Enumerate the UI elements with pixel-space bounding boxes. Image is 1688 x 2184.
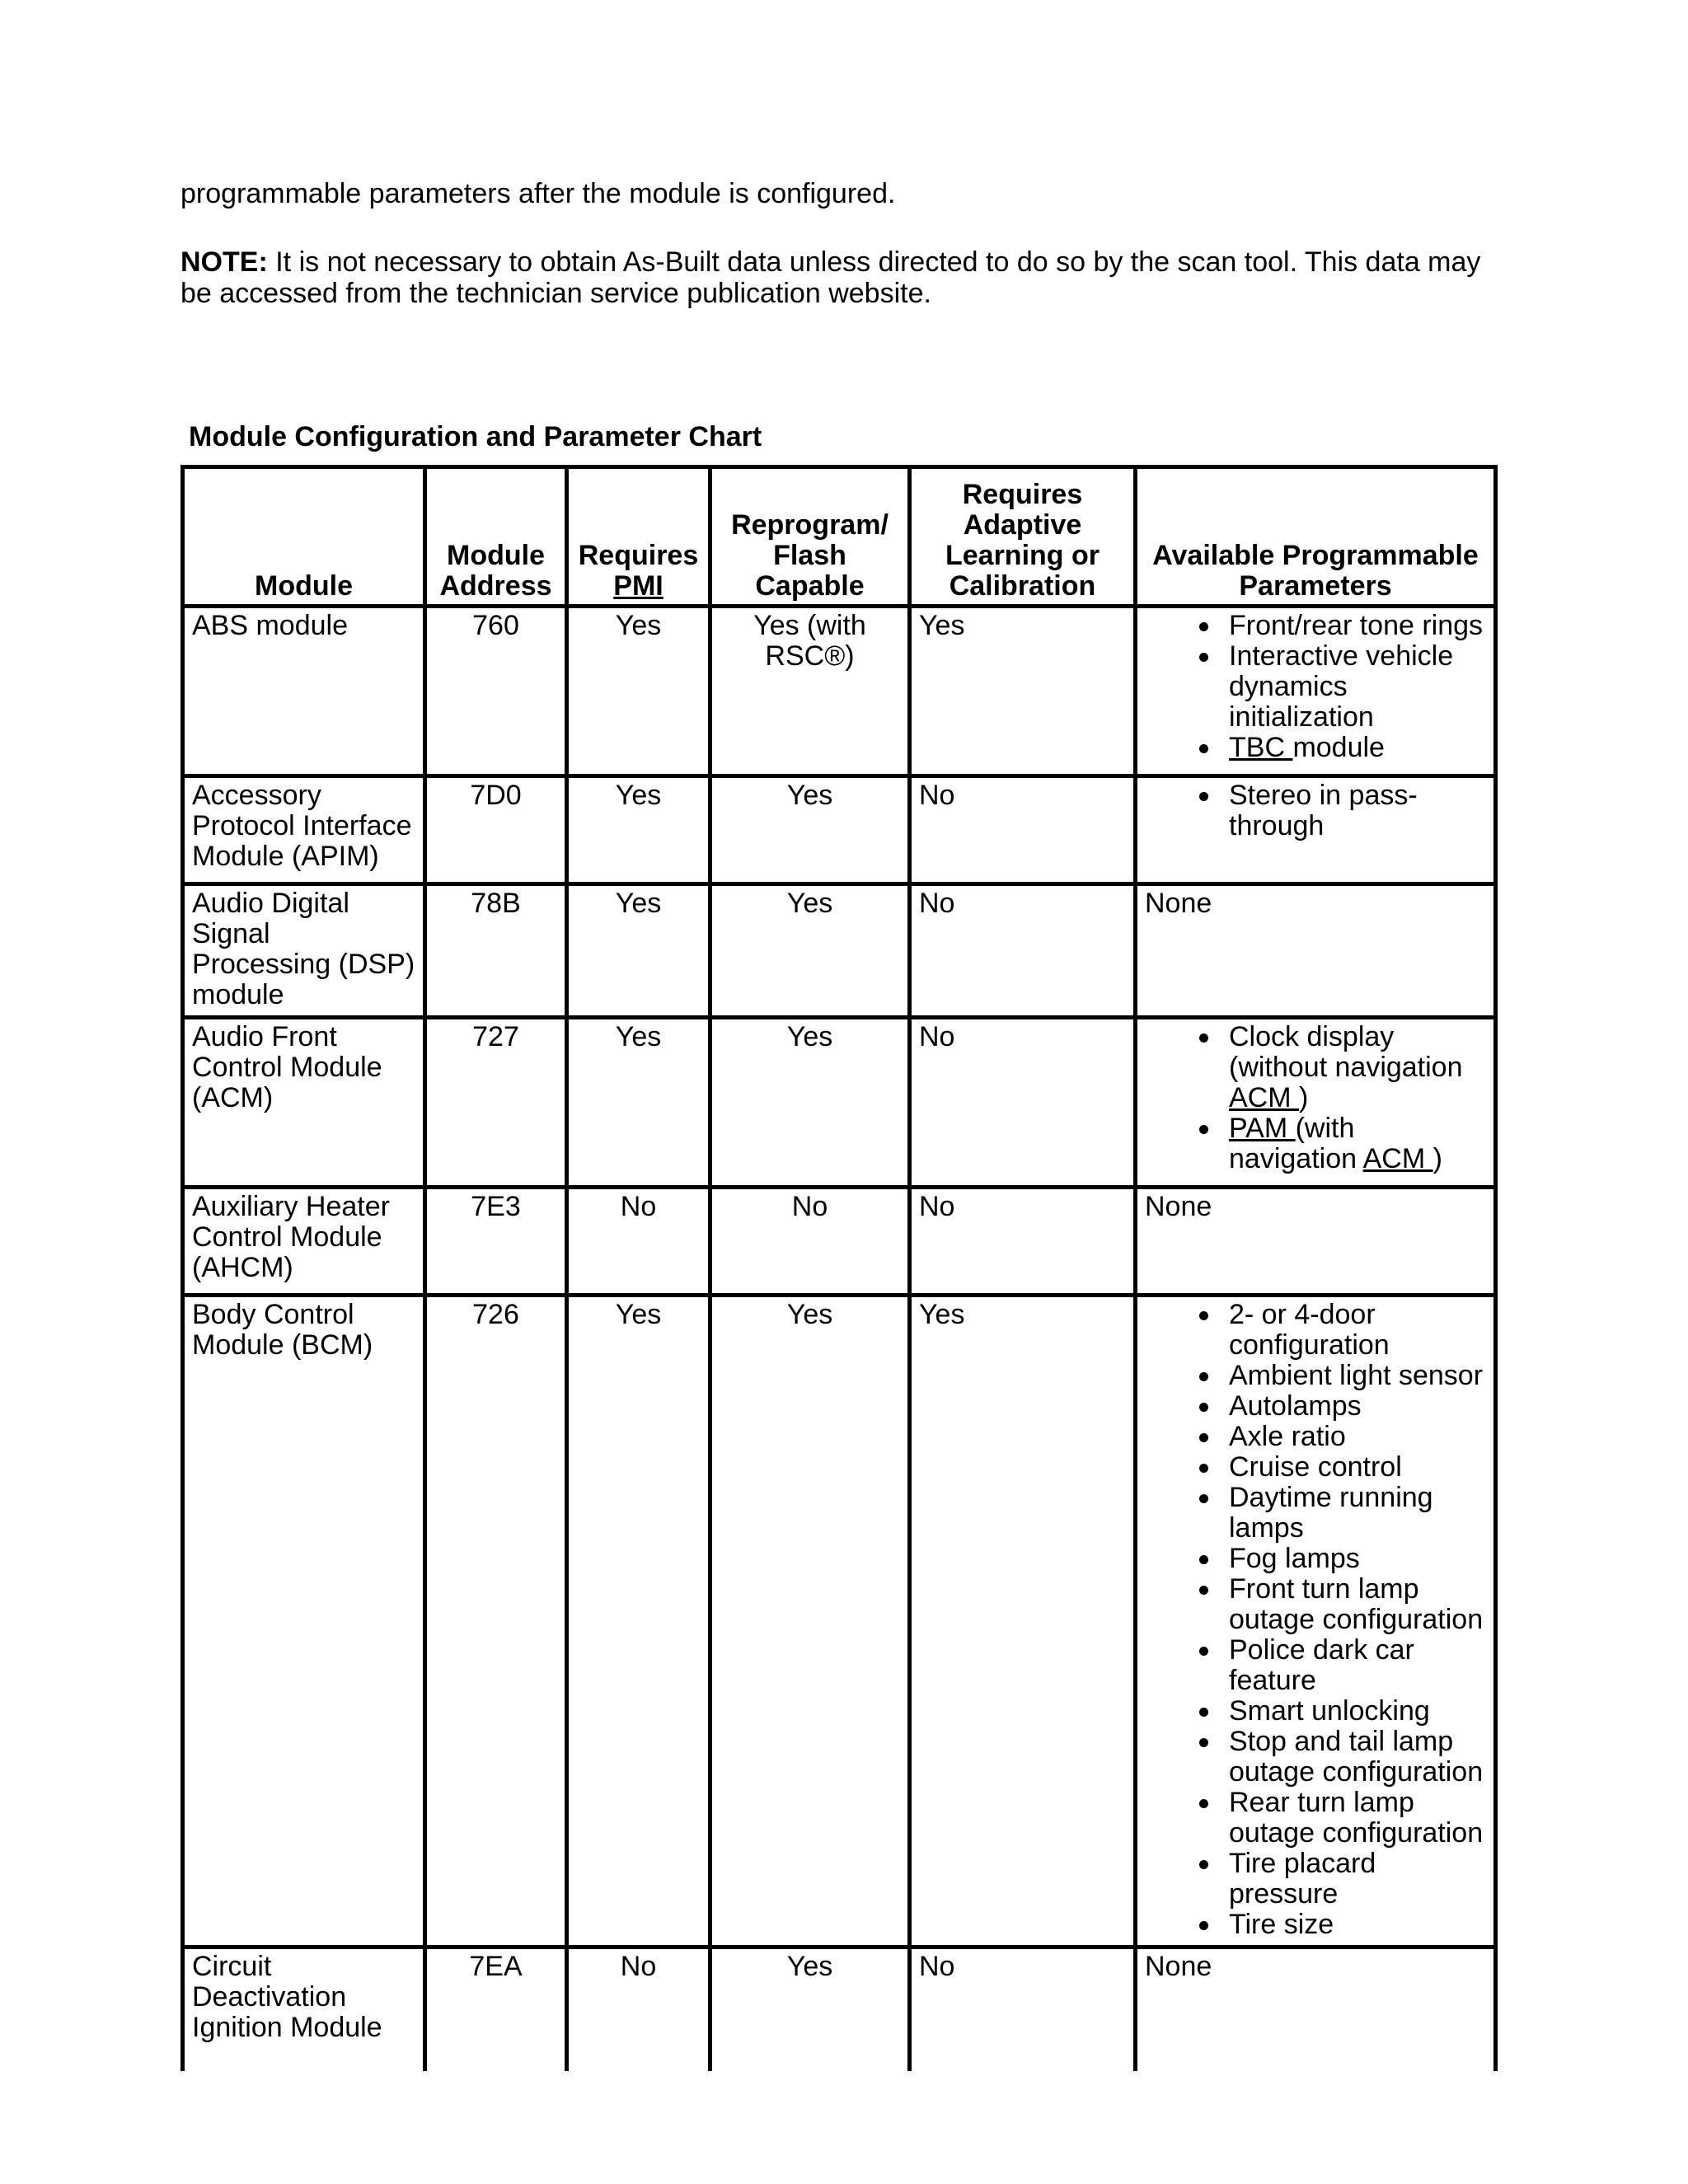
parameter-item: Stereo in pass-through <box>1229 780 1486 841</box>
cell-flash: Yes <box>710 884 910 1018</box>
table-row <box>183 776 1496 884</box>
note-paragraph <box>181 246 1507 309</box>
cell-module: Auxiliary Heater Control Module (AHCM) <box>183 1188 425 1296</box>
header-row <box>183 467 1496 607</box>
parameter-item: Smart unlocking <box>1229 1696 1486 1727</box>
cell-address: 726 <box>425 1296 567 1947</box>
note-label: NOTE: <box>181 246 268 278</box>
parameter-item: Front turn lamp outage configuration <box>1229 1574 1486 1635</box>
cell-adaptive: No <box>910 1018 1136 1188</box>
module-config-table <box>181 465 1498 2071</box>
cell-address: 7EA <box>425 1947 567 2071</box>
pam-link[interactable]: PAM <box>1229 1113 1296 1144</box>
cell-flash: No <box>710 1188 910 1296</box>
cell-adaptive: No <box>910 776 1136 884</box>
parameter-item: Stop and tail lamp outage configuration <box>1229 1727 1486 1788</box>
header-adaptive: Requires Adaptive Learning or Calibration <box>910 467 1136 607</box>
acm-link[interactable]: ACM <box>1229 1082 1299 1113</box>
parameter-item: Tire size <box>1229 1910 1486 1940</box>
table-row <box>183 607 1496 776</box>
cell-address: 760 <box>425 607 567 776</box>
cell-pmi: Yes <box>567 1018 710 1188</box>
parameter-text: (with navigation <box>1229 1113 1363 1174</box>
cell-adaptive: Yes <box>910 607 1136 776</box>
cell-address: 7E3 <box>425 1188 567 1296</box>
chart-caption: Module Configuration and Parameter Chart <box>189 421 762 452</box>
parameter-item: Interactive vehicle dynamics initialization <box>1229 641 1486 733</box>
cell-address: 727 <box>425 1018 567 1188</box>
cell-module: Audio Front Control Module (ACM) <box>183 1018 425 1188</box>
parameter-text: ) <box>1432 1143 1442 1174</box>
cell-pmi: Yes <box>567 884 710 1018</box>
cell-module: Audio Digital Signal Processing (DSP) module <box>183 884 425 1018</box>
table-row <box>183 884 1496 1018</box>
cell-flash: Yes <box>710 776 910 884</box>
cell-flash: Yes <box>710 1296 910 1947</box>
parameter-item <box>1229 1113 1486 1174</box>
header-parameters: Available Programmable Parameters <box>1136 467 1496 607</box>
cell-module: Accessory Protocol Interface Module (APIM) <box>183 776 425 884</box>
note-text: It is not necessary to obtain As-Built data unless directed to do so by the scan tool. This data may be accessed from the technician service publication website. <box>181 246 1481 309</box>
parameter-text: module <box>1292 732 1385 763</box>
parameter-item: Daytime running lamps <box>1229 1483 1486 1544</box>
cell-parameters <box>1136 607 1496 776</box>
cell-flash: Yes <box>710 1018 910 1188</box>
cell-pmi: Yes <box>567 1296 710 1947</box>
table-row <box>183 1947 1496 2071</box>
header-requires-pmi <box>567 467 710 607</box>
cell-pmi: No <box>567 1188 710 1296</box>
parameter-item: Front/rear tone rings <box>1229 611 1486 641</box>
cell-pmi: Yes <box>567 607 710 776</box>
table-row <box>183 1018 1496 1188</box>
parameter-item: Fog lamps <box>1229 1544 1486 1574</box>
pmi-link[interactable]: PMI <box>613 570 663 602</box>
parameter-item: Cruise control <box>1229 1452 1486 1483</box>
table-row <box>183 1188 1496 1296</box>
cell-flash: Yes (with RSC®) <box>710 607 910 776</box>
parameter-item: Autolamps <box>1229 1391 1486 1422</box>
cell-adaptive: No <box>910 884 1136 1018</box>
cell-pmi: No <box>567 1947 710 2071</box>
header-requires-label: Requires <box>578 540 699 571</box>
cell-flash: Yes <box>710 1947 910 2071</box>
parameter-item: 2- or 4-door configuration <box>1229 1300 1486 1361</box>
cell-adaptive: No <box>910 1947 1136 2071</box>
parameter-item <box>1229 733 1486 763</box>
header-module: Module <box>183 467 425 607</box>
cell-parameters: None <box>1136 1188 1496 1296</box>
parameter-text: ) <box>1299 1082 1309 1113</box>
parameter-item: Police dark car feature <box>1229 1635 1486 1696</box>
cell-parameters <box>1136 1296 1496 1947</box>
cell-module: Body Control Module (BCM) <box>183 1296 425 1947</box>
acm-link[interactable]: ACM <box>1362 1143 1433 1174</box>
header-module-address: Module Address <box>425 467 567 607</box>
parameter-item: Ambient light sensor <box>1229 1361 1486 1391</box>
table-row <box>183 1296 1496 1947</box>
intro-text: programmable parameters after the module is configured. <box>181 178 896 209</box>
cell-module: ABS module <box>183 607 425 776</box>
parameter-text: Clock display (without navigation <box>1229 1021 1463 1083</box>
parameter-item: Rear turn lamp outage configuration <box>1229 1788 1486 1849</box>
cell-parameters <box>1136 1018 1496 1188</box>
cell-address: 7D0 <box>425 776 567 884</box>
tbc-link[interactable]: TBC <box>1229 732 1293 763</box>
parameter-item: Tire placard pressure <box>1229 1849 1486 1910</box>
parameter-item: Axle ratio <box>1229 1422 1486 1452</box>
cell-adaptive: No <box>910 1188 1136 1296</box>
cell-adaptive: Yes <box>910 1296 1136 1947</box>
cell-parameters: None <box>1136 884 1496 1018</box>
cell-parameters: None <box>1136 1947 1496 2071</box>
cell-module: Circuit Deactivation Ignition Module <box>183 1947 425 2071</box>
header-reprogram: Reprogram/ Flash Capable <box>710 467 910 607</box>
cell-address: 78B <box>425 884 567 1018</box>
parameter-item <box>1229 1022 1486 1113</box>
cell-pmi: Yes <box>567 776 710 884</box>
cell-parameters <box>1136 776 1496 884</box>
